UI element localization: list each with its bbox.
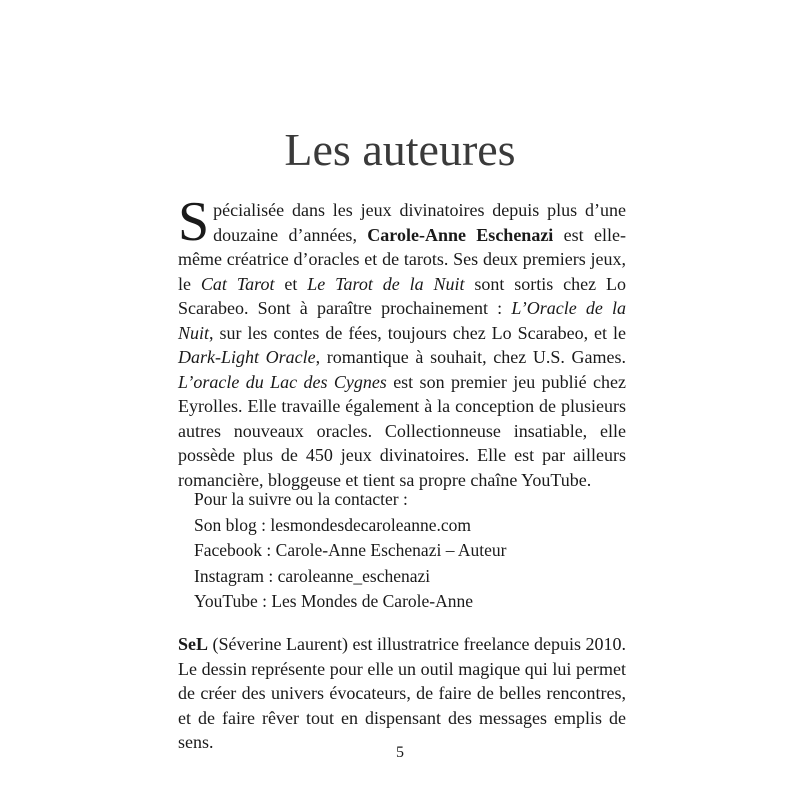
contact-list: [194, 487, 634, 615]
author2-name: SeL: [178, 634, 209, 654]
author2-text: (Séverine Laurent) est illustratrice freelance depuis 2010. Le dessin représente pour elle un outil magique qui lui permet de créer des univers évocateurs, de faire de belles rencontres, et de faire rêver tout en dispensant des messages emplis de sens.: [178, 634, 626, 752]
author1-name: Carole-Anne Eschenazi: [367, 224, 554, 245]
author1-text-1: pécialisée dans les jeux divinatoires depuis plus d’une douzaine d’années,: [213, 200, 626, 245]
contact-instagram: Instagram : caroleanne_eschenazi: [194, 565, 431, 586]
author1-paragraph: [178, 191, 626, 492]
author1-text-4: sont sortis chez Lo Scarabeo. Sont à paraître prochainement :: [178, 273, 626, 318]
author1-text-2: est elle-même créatrice d’oracles et de tarots. Ses deux premiers jeux, le: [178, 224, 626, 294]
page-title: Les auteures: [284, 124, 516, 175]
author1-text-7: est son premier jeu publié chez Eyrolles. Elle travaille également à la conception de plusieurs autres nouveaux oracles. Collectionneuse insatiable, elle possède plus de 450 jeux divinatoires. Elle est par ailleurs romancière, bloggeuse et tient sa propre chaîne YouTube.: [178, 371, 626, 490]
contact-facebook: Facebook : Carole-Anne Eschenazi – Auteur: [194, 540, 507, 560]
author1-text-6: , romantique à souhait, chez U.S. Games.: [315, 347, 626, 367]
author2-paragraph: [178, 632, 626, 755]
game-title-dark-light: Dark-Light Oracle: [178, 347, 316, 367]
drop-cap: S: [178, 191, 210, 253]
author1-text-5: , sur les contes de fées, toujours chez Lo Scarabeo, et le: [209, 322, 626, 343]
contact-blog: Son blog : lesmondesdecaroleanne.com: [194, 514, 472, 535]
game-title-tarot-nuit: Le Tarot de la Nuit: [307, 273, 465, 294]
contact-intro: Pour la suivre ou la contacter :: [194, 489, 408, 509]
author1-text-3: et: [274, 273, 308, 294]
game-title-cat-tarot: Cat Tarot: [200, 273, 275, 294]
page-number: 5: [396, 744, 404, 761]
contact-youtube: YouTube : Les Mondes de Carole-Anne: [194, 591, 474, 611]
game-title-oracle-nuit: L’Oracle de la Nuit: [178, 298, 626, 343]
game-title-lac-cygnes: L’oracle du Lac des Cygnes: [178, 371, 387, 392]
